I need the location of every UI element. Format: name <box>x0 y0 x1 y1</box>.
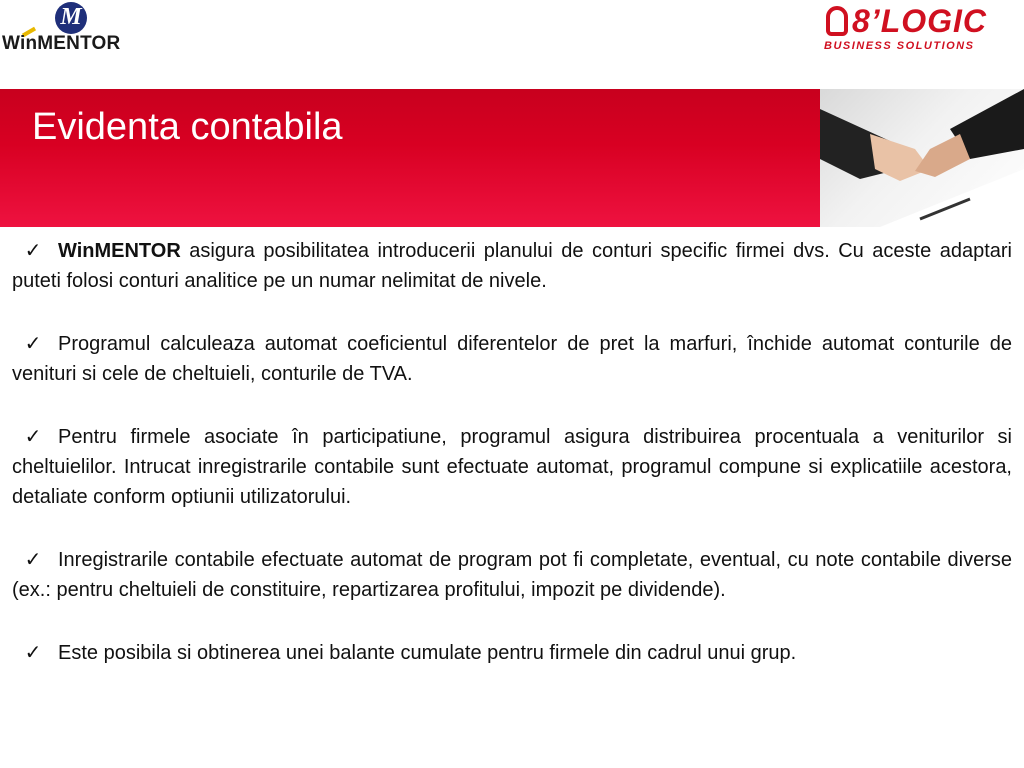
checkmark-icon: ✓ <box>24 426 42 448</box>
bullet-text: Este posibila si obtinerea unei balante cumulate pentru firmele din cadrul unui grup. <box>58 642 797 664</box>
checkmark-icon: ✓ <box>24 642 42 664</box>
bullet-item <box>12 329 1012 389</box>
bullet-text: asigura posibilitatea introducerii planului de conturi specific firmei dvs. Cu aceste adaptari puteti folosi conturi analitice pe un numar nelimitat de nivele. <box>12 240 1012 292</box>
blogic-logo <box>814 0 1024 60</box>
bullet-item <box>12 545 1012 605</box>
blogic-logo-text: 8’LOGIC <box>852 3 988 39</box>
bullet-item <box>12 236 1012 296</box>
winmentor-logo <box>0 0 145 60</box>
handshake-illustration <box>820 89 1024 227</box>
checkmark-icon: ✓ <box>24 240 42 262</box>
winmentor-logo-mark: M <box>55 2 87 34</box>
bullet-text: Pentru firmele asociate în participatiune, programul asigura distribuirea procentuala a veniturilor si cheltuielilor. Intrucat inregistrarile contabile sunt efectuate automat, programul compune si explicatiile acestora, detaliate conform optiunii utilizatorului. <box>12 426 1012 508</box>
content-body <box>12 236 1012 701</box>
bullet-text: Inregistrarile contabile efectuate automat de program pot fi completate, eventual, cu note contabile diverse (ex.: pentru cheltuieli de constituire, repartizarea profitului, impozit pe dividende). <box>12 549 1012 601</box>
slide-title: Evidenta contabila <box>32 106 343 148</box>
bullet-item <box>12 638 1012 668</box>
bullet-text: Programul calculeaza automat coeficientul diferentelor de pret la marfuri, închide automat conturile de venituri si cele de cheltuieli, conturile de TVA. <box>12 333 1012 385</box>
handshake-image <box>820 89 1024 227</box>
winmentor-logo-text: WinMENTOR <box>2 33 121 54</box>
blogic-logo-subtitle: BUSINESS SOLUTIONS <box>824 40 975 52</box>
checkmark-icon: ✓ <box>24 333 42 355</box>
bullet-item <box>12 422 1012 512</box>
checkmark-icon: ✓ <box>24 549 42 571</box>
bullet-lead: WinMENTOR <box>58 240 181 262</box>
blogic-logo-mark <box>826 6 848 36</box>
